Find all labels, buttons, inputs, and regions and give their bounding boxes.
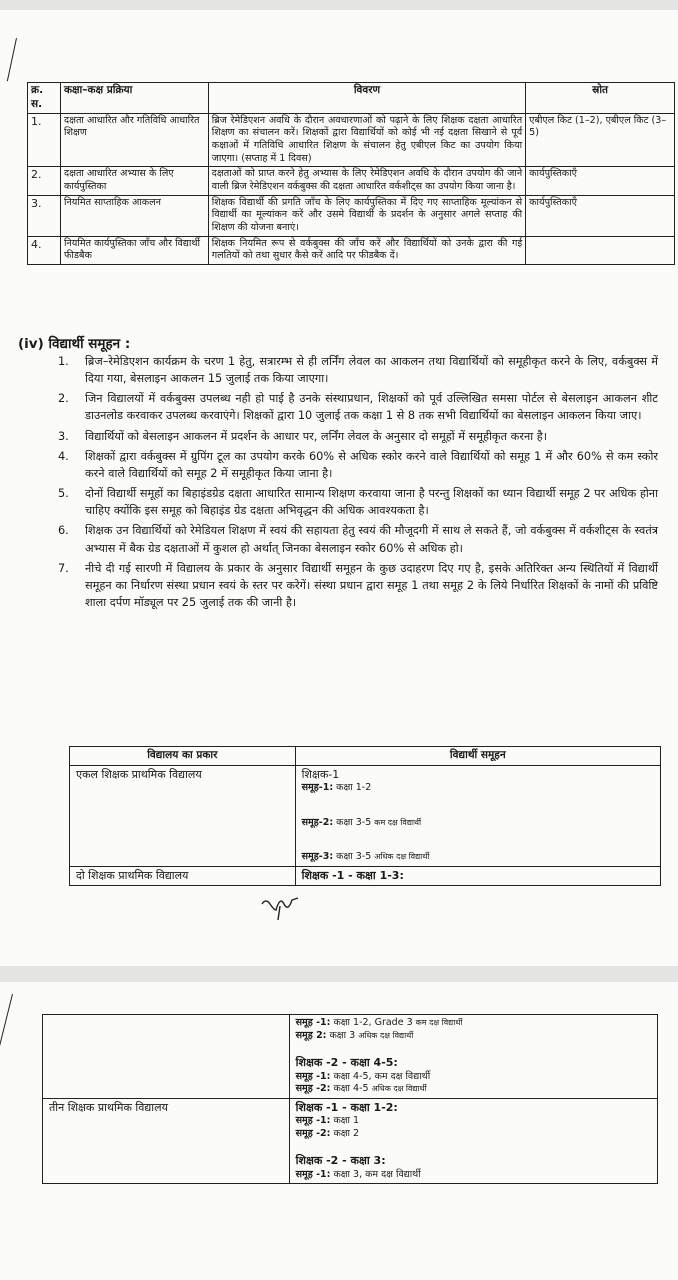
list-item (58, 390, 658, 424)
group-label: समूह -1: (295, 1017, 331, 1028)
group-note: अधिक दक्ष विद्यार्थी (371, 1084, 427, 1094)
row-source: कार्यपुस्तिकाएँ (526, 167, 675, 195)
item-text: नीचे दी गई सारणी में विद्यालय के प्रकार के अनुसार विद्यार्थी समूहन के कुछ उदाहरण दिए गए है, इसके अतिरिक्त अन्य स्थितियों में विद्यार्थी समूहन का निर्धारण संस्था प्रधान स्वयं के स्तर पर करेगें। संस्था प्रधान द्वारा समूह 1 तथा समूह 2 के लिये निर्धारित शिक्षकों के नामों की प्रविष्टि शाला दर्पण मॉड्यूल पर 25 जुलाई तक की जानी है। (85, 561, 658, 610)
table-row (28, 113, 675, 167)
header-detail: विवरण (208, 83, 525, 114)
grouping-points-list (58, 353, 658, 614)
group-label: समूह -2: (295, 1083, 331, 1095)
teacher-label: शिक्षक -2 - कक्षा 4-5: (295, 1056, 398, 1070)
group-text: कक्षा 4-5 (333, 1083, 369, 1095)
group-line (302, 851, 654, 864)
row-process: नियमित कार्यपुस्तिका जाँच और विद्यार्थी फीडबैक (60, 236, 208, 264)
header-grouping: विद्यार्थी समूहन (295, 747, 660, 766)
document-page-1 (0, 10, 678, 966)
header-school-type: विद्यालय का प्रकार (70, 747, 296, 766)
item-text: शिक्षक उन विद्यार्थियों को रेमेडियल शिक्षण में स्वयं की सहायता हेतु स्वयं की मौजूदगी में साथ ले सकते हैं, जो वर्कबुक्स में वर्कशीट्स के स्वतंत्र अभ्यास में बैक ग्रेड दक्षताओं में कुशल हो अर्थात् जिनका बेसलाइन स्कोर 60% से अधिक हो। (85, 524, 658, 555)
teacher-label: शिक्षक -1 - कक्षा 1-2: (295, 1100, 398, 1114)
group-line (296, 1083, 651, 1096)
school-type: एकल शिक्षक प्राथमिक विद्यालय (70, 765, 296, 866)
table-row (28, 236, 675, 264)
group-text: कक्षा 2 (333, 1127, 360, 1139)
item-number: 5. (58, 487, 69, 501)
row-detail: ब्रिज रेमेडिएशन अवधि के दौरान अवधारणाओं को पढ़ाने के लिए शिक्षक दक्षता आधारित शिक्षण का संचालन करें। शिक्षकों द्वारा विद्यार्थियों को कोई भी नई दक्षता सिखाने से पूर्व कक्षाओं में गतिविधि आधारित शिक्षण के संचालन हेतु एबीएल किट का उपयोग किया जाएगा। (सप्ताह में 1 दिवस) (208, 113, 525, 167)
list-item (58, 522, 658, 556)
pen-stroke (0, 994, 13, 1054)
group-text: कक्षा 1 (333, 1115, 360, 1127)
group-label: समूह -1: (295, 1115, 331, 1127)
item-text: जिन विद्यालयों में वर्कबुक्स उपलब्ध नही हो पाई है उनके संस्थाप्रधान, शिक्षकों को पूर्व उल्लिखित समसा पोर्टल से बेसलाइन आकलन शीट डाउनलोड करवाकर उपलब्ध करवाएंगे। शिक्षकों द्वारा 10 जुलाई तक कक्षा 1 से 8 तक सभी विद्यार्थियों का बेसलाइन आकलन किया जाए। (85, 392, 658, 423)
row-process: नियमित साप्ताहिक आकलन (60, 195, 208, 236)
group-line (296, 1128, 651, 1141)
row-process: दक्षता आधारित अभ्यास के लिए कार्यपुस्तिका (60, 167, 208, 195)
school-type: दो शिक्षक प्राथमिक विद्यालय (70, 866, 296, 886)
item-number: 4. (58, 449, 69, 463)
row-serial: 2. (28, 167, 61, 195)
table-row (28, 167, 675, 195)
item-number: 2. (58, 392, 69, 406)
table-row (70, 866, 661, 886)
classroom-process-table (27, 82, 675, 265)
row-serial: 1. (28, 113, 61, 167)
item-text: ब्रिज–रेमेडिएशन कार्यक्रम के चरण 1 हेतु, सत्रारम्भ से ही लर्निंग लेवल का आकलन तथा विद्यार्थियों को समूहीकृत करने के लिए, वर्कबुक्स में दिया गया, बेसलाइन आकलन 15 जुलाई तक किया जाएगा। (85, 355, 658, 386)
school-type (43, 1015, 290, 1099)
grouping-cell (295, 765, 660, 866)
group-label: समूह -1: (295, 1168, 331, 1180)
group-text: कक्षा 3, कम दक्ष विद्यार्थी (333, 1168, 421, 1180)
list-item (58, 448, 658, 482)
group-line (302, 817, 654, 830)
table-row (43, 1098, 658, 1184)
student-grouping-table (69, 746, 661, 886)
group-line (296, 1169, 651, 1182)
teacher-label: शिक्षक -2 - कक्षा 3: (295, 1154, 386, 1168)
header-process: कक्षा–कक्ष प्रक्रिया (60, 83, 208, 114)
group-line (296, 1115, 651, 1128)
header-source: स्रोत (526, 83, 675, 114)
item-number: 7. (58, 561, 69, 575)
row-detail: दक्षताओं को प्राप्त करने हेतु अभ्यास के लिए रेमेडिएशन अवधि के दौरान उपयोग की जाने वाली ब्रिज रेमेडिएशन वर्कबुक्स की दक्षता आधारित वर्कशीट्स का उपयोग किया जाना है। (208, 167, 525, 195)
group-note: अधिक दक्ष विद्यार्थी (358, 1030, 414, 1040)
group-text: कक्षा 3-5 (336, 816, 372, 828)
group-note: अधिक दक्ष विद्यार्थी (374, 852, 430, 862)
pen-stroke (7, 38, 17, 81)
list-item (58, 353, 658, 387)
group-line (302, 782, 654, 795)
signature-mark (258, 890, 302, 924)
group-text: कक्षा 3 (329, 1029, 356, 1041)
list-item (58, 428, 658, 445)
school-type: तीन शिक्षक प्राथमिक विद्यालय (43, 1098, 290, 1184)
section-title: (iv) विद्यार्थी समूहन : (18, 336, 131, 352)
row-source (526, 236, 675, 264)
row-detail: शिक्षक नियमित रूप से वर्कबुक्स की जाँच करें और विद्यार्थियों को उनके द्वारा की गई गलतियों को तथा सुधार कैसे करें आदि पर फीडबैक दें। (208, 236, 525, 264)
group-text: कक्षा 3-5 (336, 851, 372, 863)
group-label: समूह -2: (295, 1127, 331, 1139)
group-line (296, 1017, 651, 1030)
table-row (70, 765, 661, 866)
group-note: कम दक्ष विद्यार्थी (374, 817, 422, 827)
group-note: कम दक्ष विद्यार्थी (415, 1018, 463, 1027)
table-header-row (28, 83, 675, 114)
table-row (28, 195, 675, 236)
item-number: 1. (58, 355, 69, 368)
student-grouping-table-continued (42, 1014, 658, 1184)
row-source: कार्यपुस्तिकाएँ (526, 195, 675, 236)
row-source: एबीएल किट (1–2), एबीएल किट (3–5) (526, 113, 675, 167)
table-row (43, 1015, 658, 1099)
row-serial: 3. (28, 195, 61, 236)
grouping-cell (289, 1015, 657, 1099)
item-number: 6. (58, 524, 69, 538)
teacher-label: शिक्षक -1 - कक्षा 1-3: (295, 866, 660, 886)
row-serial: 4. (28, 236, 61, 264)
row-process: दक्षता आधारित और गतिविधि आधारित शिक्षण (60, 113, 208, 167)
group-label: समूह 2: (295, 1029, 327, 1041)
row-detail: शिक्षक विद्यार्थी की प्रगति जाँच के लिए कार्यपुस्तिका में दिए गए साप्ताहिक मूल्यांकन से विद्यार्थी का मूल्यांकन करें और उसमे विद्यार्थी के प्रदर्शन के अनुसार अगले सप्ताह की शिक्षण की योजना बनाएं। (208, 195, 525, 236)
document-page-2 (0, 982, 678, 1280)
table-header-row (70, 747, 661, 766)
group-text: कक्षा 1-2, Grade 3 (333, 1017, 413, 1028)
list-item (58, 485, 658, 519)
group-label: समूह -1: (295, 1070, 331, 1082)
grouping-cell (289, 1098, 657, 1184)
item-text: विद्यार्थियों को बेसलाइन आकलन में प्रदर्शन के आधार पर, लर्निंग लेवल के अनुसार दो समूहों में समूहीकृत करना है। (85, 429, 548, 443)
group-line (296, 1030, 651, 1043)
item-text: दोनों विद्यार्थी समूहों का बिहाइंडग्रेड दक्षता आधारित सामान्य शिक्षण करवाया जाना है परन्तु शिक्षकों का ध्यान विद्यार्थी समूह 2 पर अधिक होना चाहिए क्योंकि इस समूह को बिहाइंड ग्रेड दक्षता अभिवृद्धन की अधिक आवश्यकता है। (85, 487, 658, 518)
group-text: कक्षा 1-2 (336, 782, 372, 794)
item-number: 3. (58, 429, 69, 443)
group-label: समूह-2: (301, 816, 334, 828)
group-line (296, 1071, 651, 1084)
item-text: शिक्षकों द्वारा वर्कबुक्स में ग्रुपिंग टूल का उपयोग करके 60% से अधिक स्कोर करने वाले विद्यार्थियों को समूह 1 में और 60% से कम स्कोर करने वाले विद्यार्थियों को समूह 2 में समूहीकृत किया जाना है। (85, 449, 658, 480)
group-label: समूह-3: (301, 851, 334, 863)
list-item (58, 560, 658, 611)
group-label: समूह-1: (301, 782, 334, 794)
teacher-label: शिक्षक-1 (301, 767, 340, 781)
group-text: कक्षा 4-5, कम दक्ष विद्यार्थी (333, 1070, 431, 1082)
header-serial: क्र. स. (28, 83, 61, 114)
